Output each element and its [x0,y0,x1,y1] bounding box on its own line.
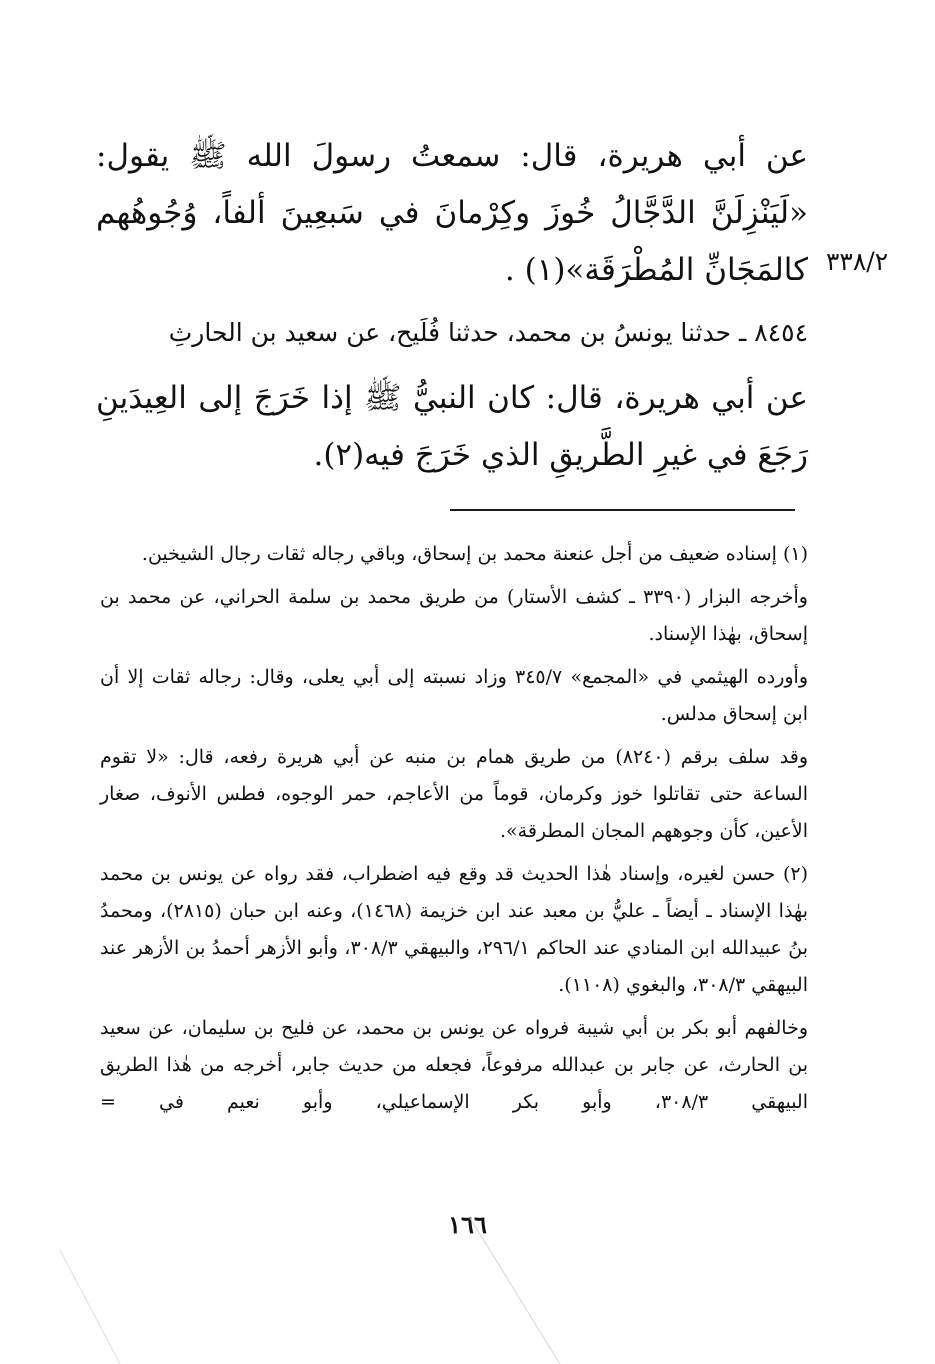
hadith-isnad: ٨٤٥٤ ـ حدثنا يونسُ بن محمد، حدثنا فُلَيح، عن سعيد بن الحارثِ [168,318,808,347]
hadith-text-1: عن أبي هريرة، قال: سمعتُ رسولَ الله ﷺ يقول: «لَيَنْزِلَنَّ الدَّجَّالُ خُوزَ وكِرْمانَ في سَبعِينَ ألفاً، وُجُوهُهم كالمَجَانِّ المُطْرَقَة»(١) . [96,138,808,288]
footnote-paragraph: وخالفهم أبو بكر بن أبي شيبة فرواه عن يونس بن محمد، عن فليح بن سليمان، عن سعيد بن الحارث، عن جابر بن عبدالله مرفوعاً، فجعله من حديث جابر، أخرجه من هٰذا الطريق البيهقي ٣٠٨/٣، وأبو بكر الإسماعيلي، وأبو نعيم في = [100,1017,808,1113]
footnote-paragraph: وقد سلف برقم (٨٢٤٠) من طريق همام بن منبه عن أبي هريرة رفعه، قال: «لا تقوم الساعة حتى تقاتلوا خوز وكرمان، قوماً من الأعاجم، حمر الوجوه، فطس الأنوف، صغار الأعين، كأن وجوههم المجان المطرقة». [100,746,809,842]
page-number: ١٦٦ [448,1210,487,1239]
footnote-paragraph: وأورده الهيثمي في «المجمع» ٣٤٥/٧ وزاد نسبته إلى أبي يعلى، وقال: رجاله ثقات إلا أن ابن إسحاق مدلس. [100,666,808,725]
footnote-separator [450,509,795,511]
footnote-paragraph: وأخرجه البزار (٣٣٩٠ ـ كشف الأستار) من طريق محمد بن سلمة الحراني، عن محمد بن إسحاق، بهٰذا الإسناد. [100,586,808,645]
margin-reference: ٣٣٨/٢ [826,247,889,276]
footnote-paragraph: (٢) حسن لغيره، وإسناد هٰذا الحديث قد وقع فيه اضطراب، فقد رواه عن يونس بن محمد بهٰذا الإسناد ـ أيضاً ـ عليُّ بن معبد عند ابن خزيمة (١٤٦٨)، وعنه ابن حبان (٢٨١٥)، ومحمدُ بنُ عبيدالله ابن المنادي عند الحاكم ٢٩٦/١، والبيهقي ٣٠٨/٣، وأبو الأزهر أحمدُ بن الأزهر عند البيهقي ٣٠٨/٣، والبغوي (١١٠٨). [100,863,808,996]
hadith-text-2: عن أبي هريرة، قال: كان النبيُّ ﷺ إذا خَرَجَ إلى العِيدَينِ رَجَعَ في غيرِ الطَّريقِ الذي خَرَجَ فيه(٢). [96,380,808,473]
footnotes [100,536,808,1127]
footnote-paragraph: (١) إسناده ضعيف من أجل عنعنة محمد بن إسحاق، وباقي رجاله ثقات رجال الشيخين. [141,543,808,565]
